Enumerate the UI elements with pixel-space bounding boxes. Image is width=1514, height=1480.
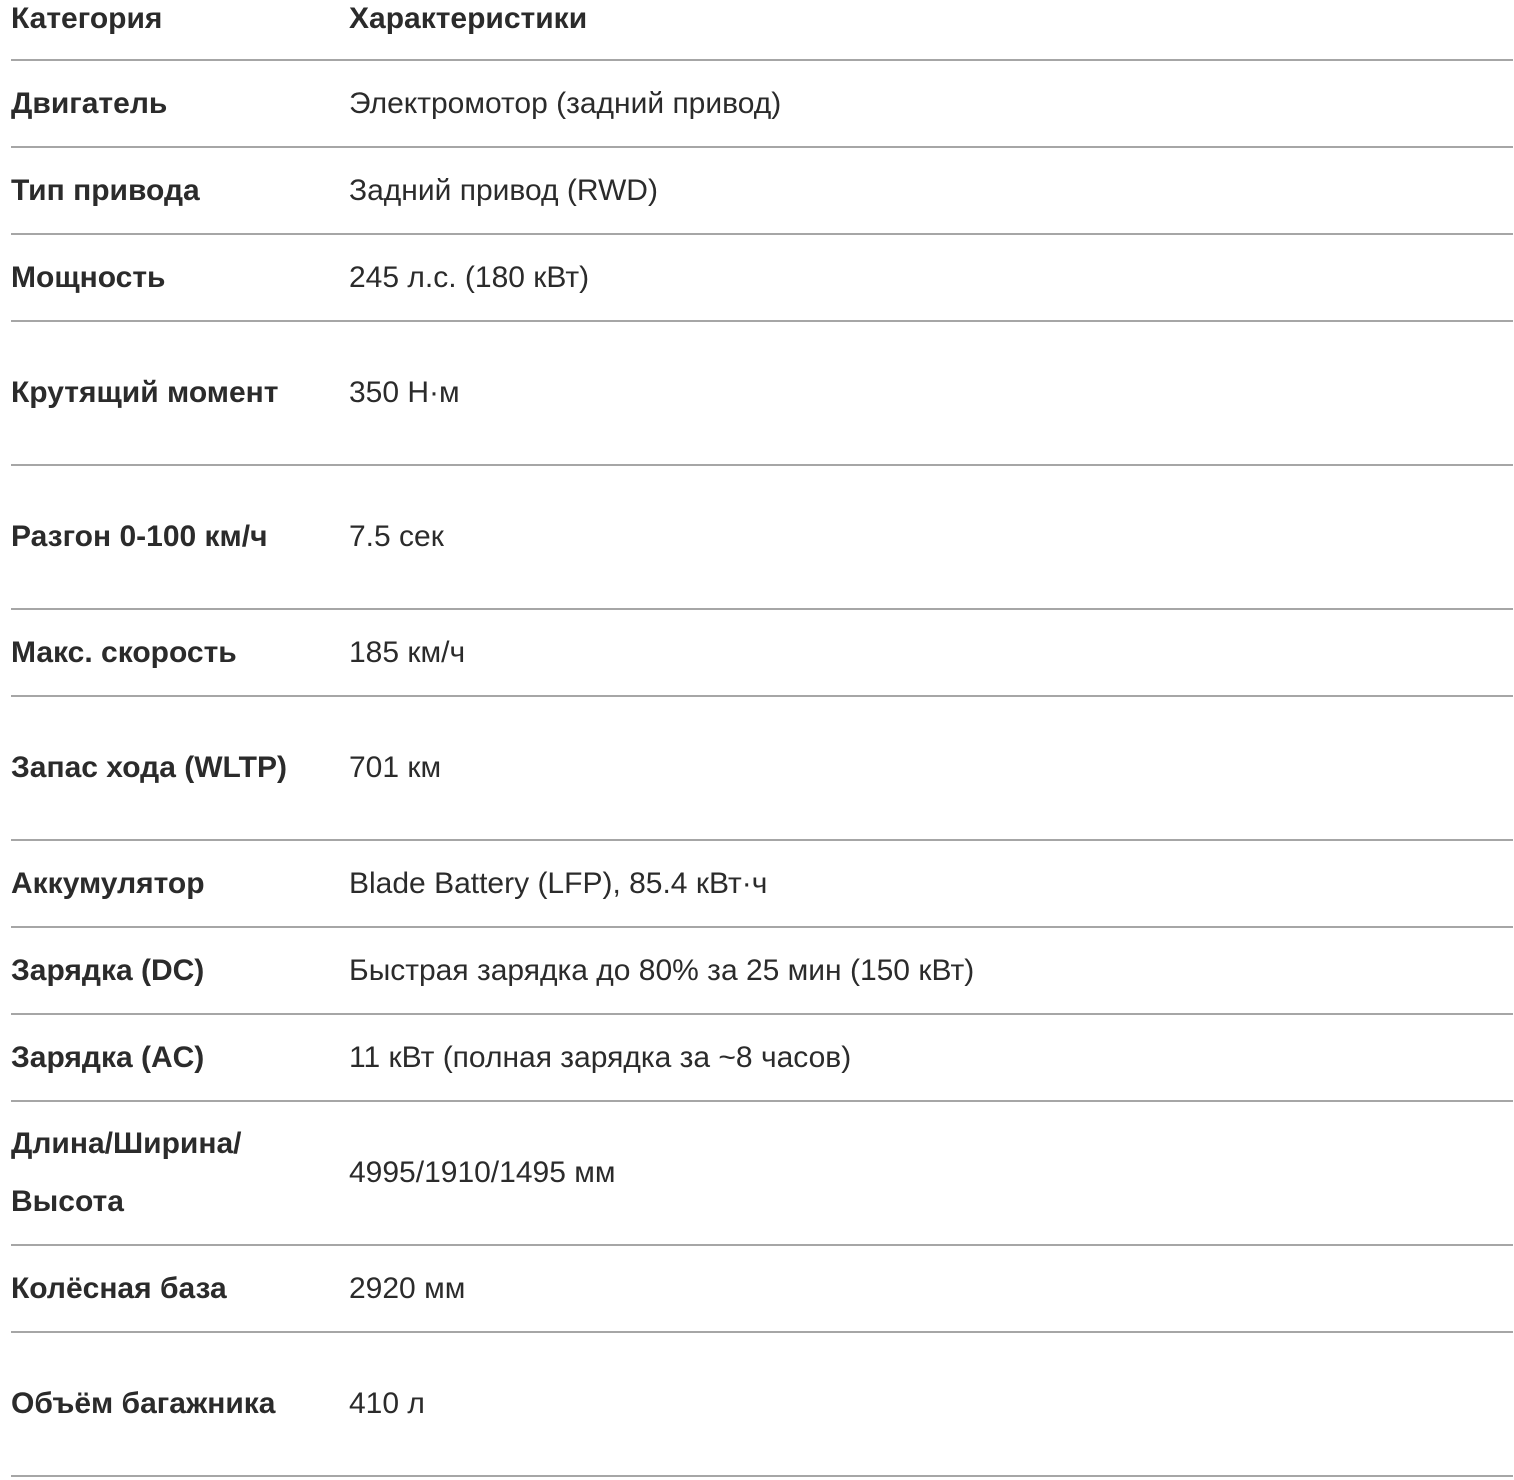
row-value: Быстрая зарядка до 80% за 25 мин (150 кВт)	[349, 927, 1513, 1014]
table-row	[11, 147, 1513, 234]
row-category: Крутящий момент	[11, 321, 349, 465]
row-value: 350 Н·м	[349, 321, 1513, 465]
table-row	[11, 1332, 1513, 1476]
header-specs: Характеристики	[349, 0, 1513, 60]
table-row	[11, 321, 1513, 465]
table-row	[11, 60, 1513, 147]
row-value: Электромотор (задний привод)	[349, 60, 1513, 147]
row-value: Blade Battery (LFP), 85.4 кВт·ч	[349, 840, 1513, 927]
table-row	[11, 1245, 1513, 1332]
row-value: 2920 мм	[349, 1245, 1513, 1332]
row-category: Аккумулятор	[11, 840, 349, 927]
row-value: Задний привод (RWD)	[349, 147, 1513, 234]
row-value: 4995/1910/1495 мм	[349, 1101, 1513, 1245]
row-category: Объём багажника	[11, 1332, 349, 1476]
row-category: Длина/Ширина/Высота	[11, 1101, 349, 1245]
table-row	[11, 927, 1513, 1014]
row-value: 701 км	[349, 696, 1513, 840]
row-category: Запас хода (WLTP)	[11, 696, 349, 840]
table-row	[11, 1014, 1513, 1101]
table-row	[11, 234, 1513, 321]
header-category: Категория	[11, 0, 349, 60]
table-header-row	[11, 0, 1513, 60]
row-category: Макс. скорость	[11, 609, 349, 696]
row-value: 185 км/ч	[349, 609, 1513, 696]
table-row	[11, 840, 1513, 927]
row-value: 410 л	[349, 1332, 1513, 1476]
row-category: Тип привода	[11, 147, 349, 234]
table-row	[11, 1101, 1513, 1245]
row-category: Мощность	[11, 234, 349, 321]
specifications-table	[11, 0, 1513, 1477]
row-value: 245 л.с. (180 кВт)	[349, 234, 1513, 321]
row-category: Двигатель	[11, 60, 349, 147]
table-row	[11, 609, 1513, 696]
row-category: Зарядка (DC)	[11, 927, 349, 1014]
row-value: 7.5 сек	[349, 465, 1513, 609]
row-value: 11 кВт (полная зарядка за ~8 часов)	[349, 1014, 1513, 1101]
row-category: Разгон 0-100 км/ч	[11, 465, 349, 609]
table-row	[11, 696, 1513, 840]
table-row	[11, 465, 1513, 609]
row-category: Колёсная база	[11, 1245, 349, 1332]
row-category: Зарядка (AC)	[11, 1014, 349, 1101]
